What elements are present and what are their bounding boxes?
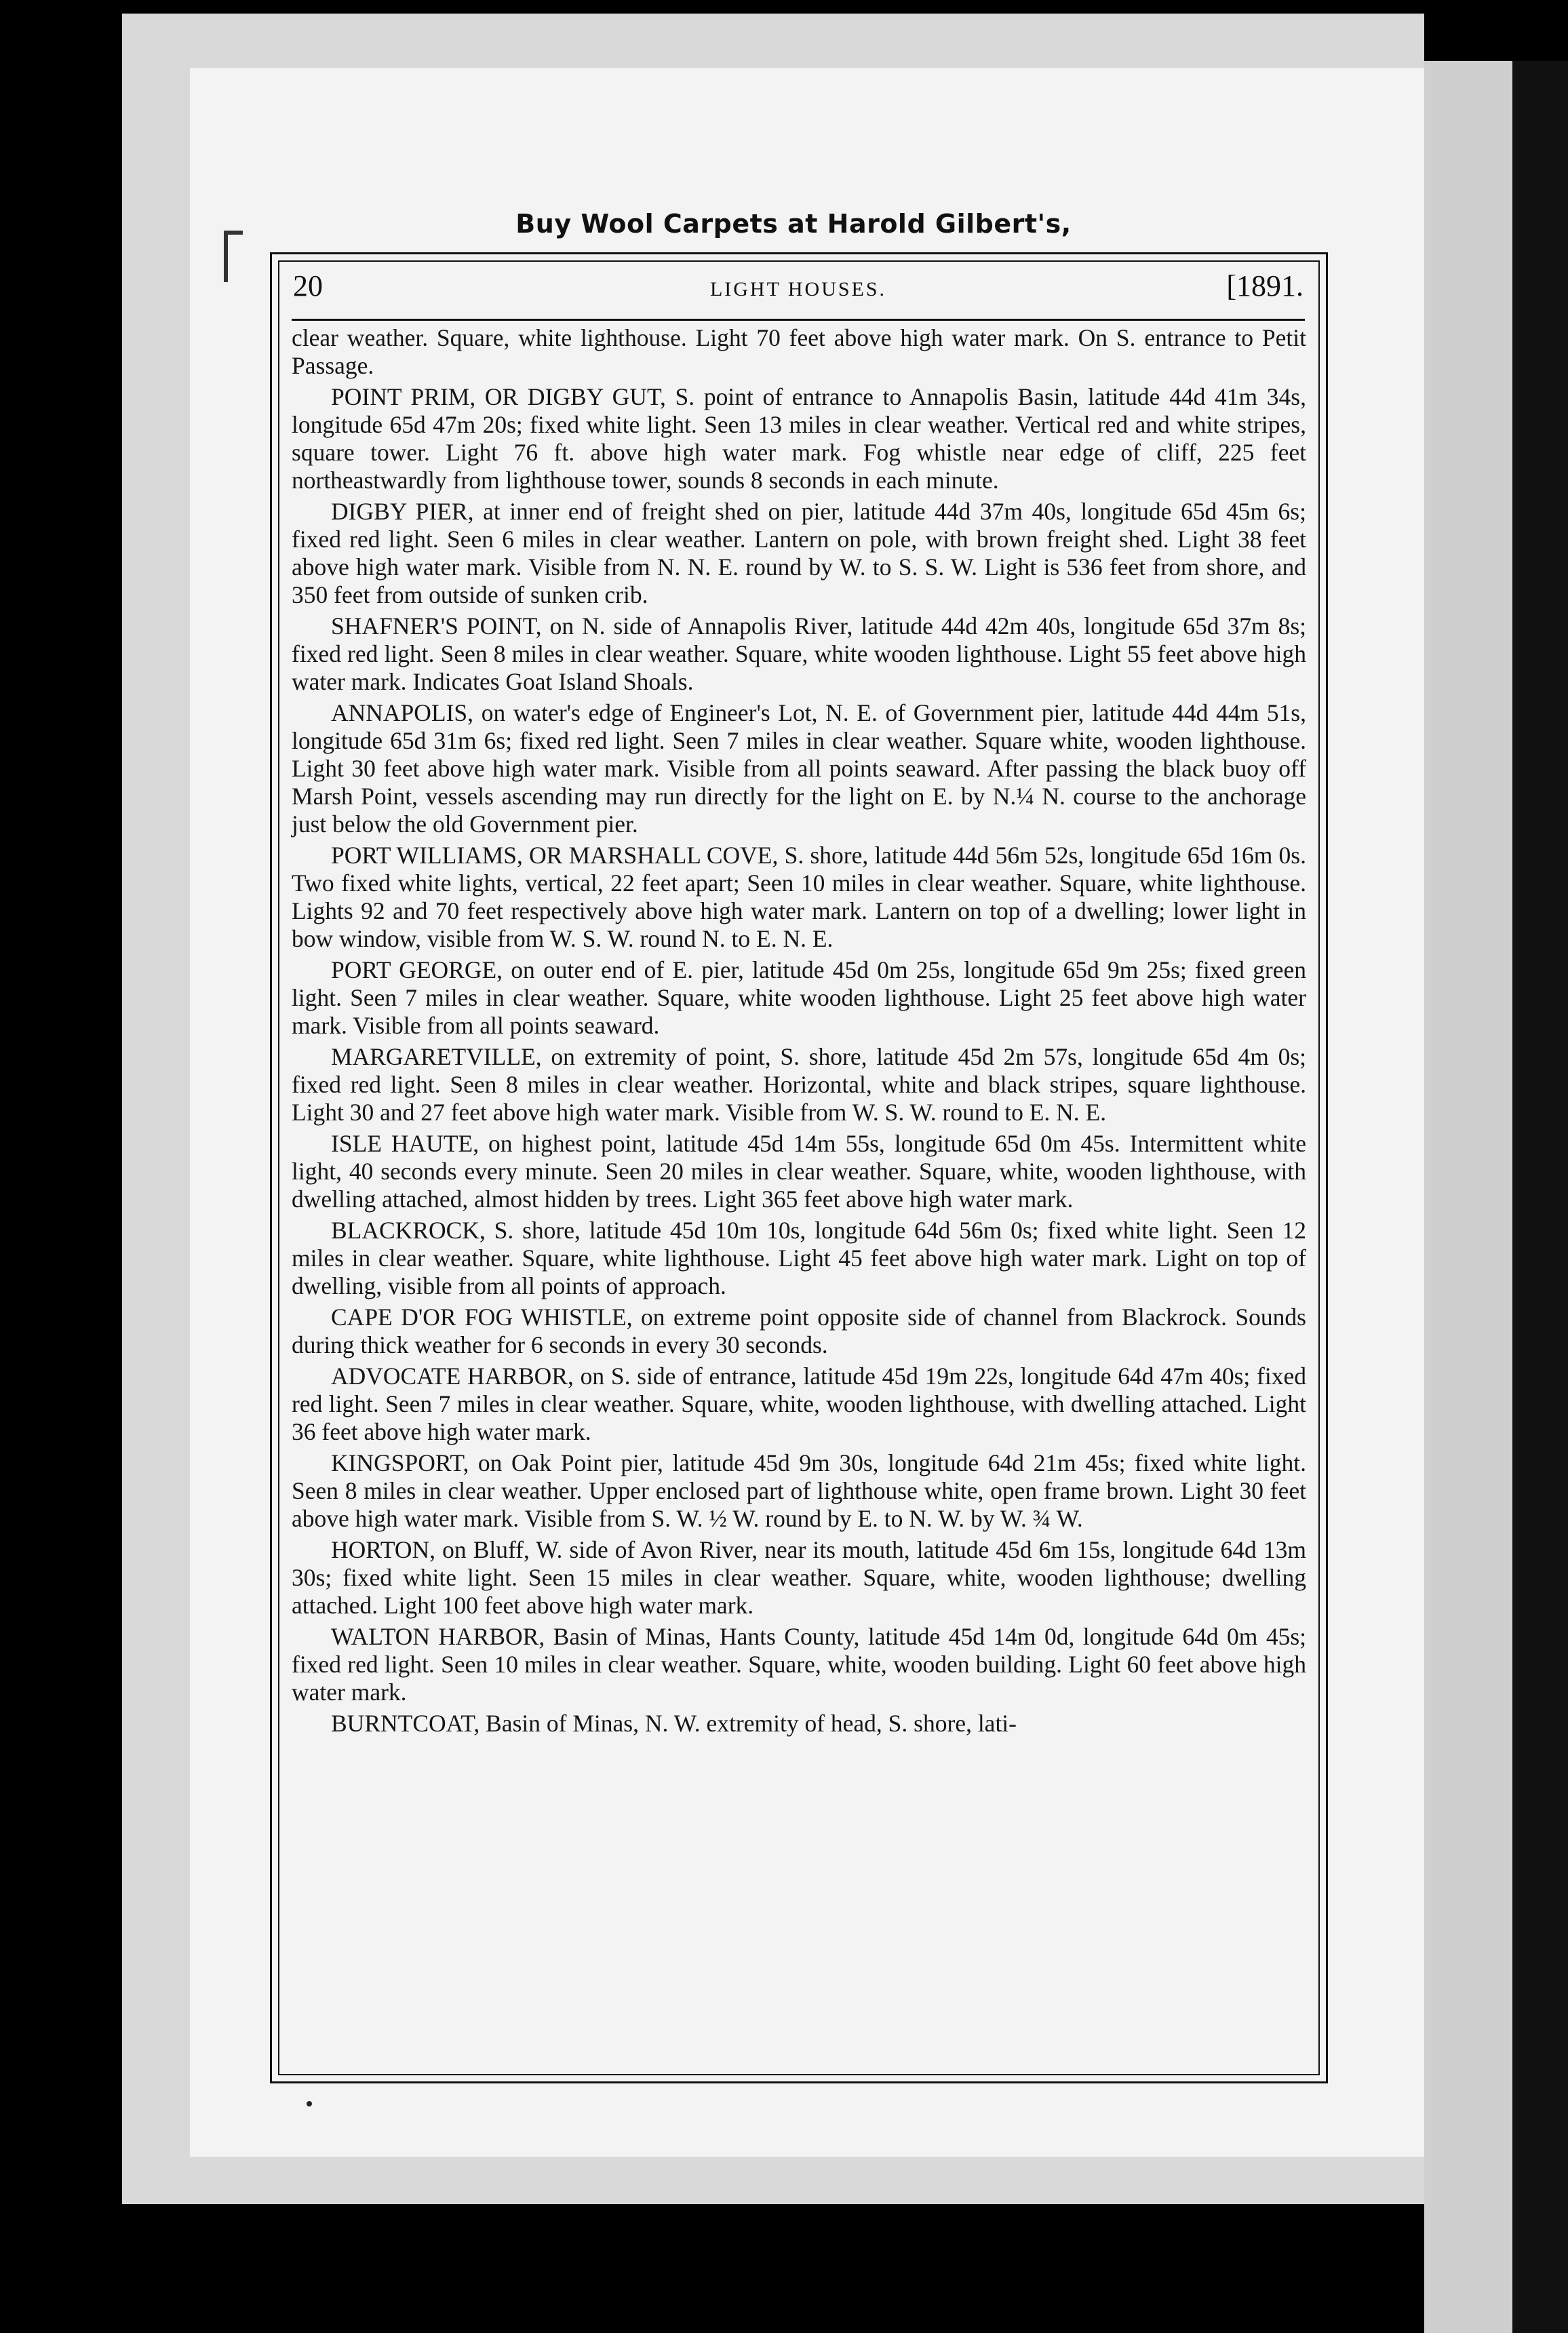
- scan-shadow: [1512, 61, 1568, 2333]
- entry-horton: HORTON, on Bluff, W. side of Avon River, near its mouth, latitude 45d 6m 15s, longitude 64d 13m 30s; fixed white light. Seen 15 miles in clear weather. Square, white, wooden lighthouse; dwelling attached. Light 100 feet above high water mark.: [292, 1536, 1306, 1619]
- bleed-through-mark: [224, 231, 243, 282]
- ink-speck: [307, 2101, 312, 2106]
- entry-isle-haute: ISLE HAUTE, on highest point, latitude 45d 14m 55s, longitude 65d 0m 45s. Intermittent white light, 40 seconds every minute. Seen 20 miles in clear weather. Square, white, wooden lighthouse, with dwelling attached, almost hidden by trees. Light 365 feet above high water mark.: [292, 1130, 1306, 1213]
- year-label: [1891.: [1226, 269, 1304, 302]
- header-rule: [292, 319, 1305, 321]
- entry-cape-dor: CAPE D'OR FOG WHISTLE, on extreme point opposite side of channel from Blackrock. Sounds during thick weather for 6 seconds in every 30 seconds.: [292, 1303, 1306, 1358]
- entry-burntcoat: BURNTCOAT, Basin of Minas, N. W. extremity of head, S. shore, lati-: [331, 1710, 1017, 1737]
- entry-advocate-harbor: ADVOCATE HARBOR, on S. side of entrance, latitude 45d 19m 22s, longitude 64d 47m 40s; fixed red light. Seen 7 miles in clear weather. Square, white, wooden lighthouse, with dwelling attached. Light 36 feet above high water mark.: [292, 1362, 1306, 1445]
- entry-continued: clear weather. Square, white lighthouse. Light 70 feet above high water mark. On S. entrance to Petit Passage.: [292, 324, 1306, 379]
- entry-blackrock: BLACKROCK, S. shore, latitude 45d 10m 10s, longitude 64d 56m 0s; fixed white light. Seen 12 miles in clear weather. Square, white lighthouse. Light 45 feet above high water mark. Light on top of dwelling, visible from all points of approach.: [292, 1217, 1306, 1299]
- entry-walton-harbor: WALTON HARBOR, Basin of Minas, Hants County, latitude 45d 14m 0d, longitude 64d 0m 45s; fixed red light. Seen 10 miles in clear weather. Square, white, wooden building. Light 60 feet above high water mark.: [292, 1623, 1306, 1706]
- running-header: [293, 266, 1304, 313]
- entry-shafners-point: SHAFNER'S POINT, on N. side of Annapolis River, latitude 44d 42m 40s, longitude 65d 37m 8s; fixed red light. Seen 8 miles in clear weather. Square, white wooden lighthouse. Light 55 feet above high water mark. Indicates Goat Island Shoals.: [292, 612, 1306, 695]
- page-number: 20: [293, 269, 323, 302]
- entry-point-prim: POINT PRIM, OR DIGBY GUT, S. point of entrance to Annapolis Basin, latitude 44d 41m 34s, longitude 65d 47m 20s; fixed white light. Seen 13 miles in clear weather. Vertical red and white stripes, square tower. Light 76 ft. above high water mark. Fog whistle near edge of cliff, 225 feet northeastwardly from lighthouse tower, sounds 8 seconds in each minute.: [292, 383, 1306, 494]
- entry-margaretville: MARGARETVILLE, on extremity of point, S. shore, latitude 45d 2m 57s, longitude 65d 4m 0s; fixed red light. Seen 8 miles in clear weather. Horizontal, white and black stripes, square lighthouse. Light 30 and 27 feet above high water mark. Visible from W. S. W. round to E. N. E.: [292, 1043, 1306, 1126]
- entry-kingsport: KINGSPORT, on Oak Point pier, latitude 45d 9m 30s, longitude 64d 21m 45s; fixed white light. Seen 8 miles in clear weather. Upper enclosed part of lighthouse white, open frame brown. Light 30 feet above high water mark. Visible from S. W. ½ W. round by E. to N. W. by W. ¾ W.: [292, 1449, 1306, 1532]
- running-title: LIGHT HOUSES.: [709, 278, 887, 300]
- entry-port-george: PORT GEORGE, on outer end of E. pier, latitude 45d 0m 25s, longitude 65d 9m 25s; fixed green light. Seen 7 miles in clear weather. Square, white wooden lighthouse. Light 25 feet above high water mark. Visible from all points seaward.: [292, 956, 1306, 1039]
- entry-port-williams: PORT WILLIAMS, OR MARSHALL COVE, S. shore, latitude 44d 56m 52s, longitude 65d 16m 0s. Two fixed white lights, vertical, 22 feet apart; Seen 10 miles in clear weather. Square, white lighthouse. Lights 92 and 70 feet respectively above high water mark. Lantern on top of a dwelling; lower light in bow window, visible from W. S. W. round N. to E. N. E.: [292, 842, 1306, 952]
- lighthouse-entries: [292, 324, 1306, 1738]
- entry-digby-pier: DIGBY PIER, at inner end of freight shed on pier, latitude 44d 37m 40s, longitude 65d 45m 6s; fixed red light. Seen 6 miles in clear weather. Lantern on pole, with brown freight shed. Light 38 feet above high water mark. Visible from N. N. E. round by W. to S. S. W. Light is 536 feet from shore, and 350 feet from outside of sunken crib.: [292, 498, 1306, 608]
- advertisement-header: Buy Wool Carpets at Harold Gilbert's,: [515, 209, 1072, 239]
- entry-annapolis: ANNAPOLIS, on water's edge of Engineer's Lot, N. E. of Government pier, latitude 44d 44m 51s, longitude 65d 31m 6s; fixed red light. Seen 7 miles in clear weather. Square white, wooden lighthouse. Light 30 feet above high water mark. Visible from all points seaward. After passing the black buoy off Marsh Point, vessels ascending may run directly for the light on E. by N.¼ N. course to the anchorage just below the old Government pier.: [292, 699, 1306, 838]
